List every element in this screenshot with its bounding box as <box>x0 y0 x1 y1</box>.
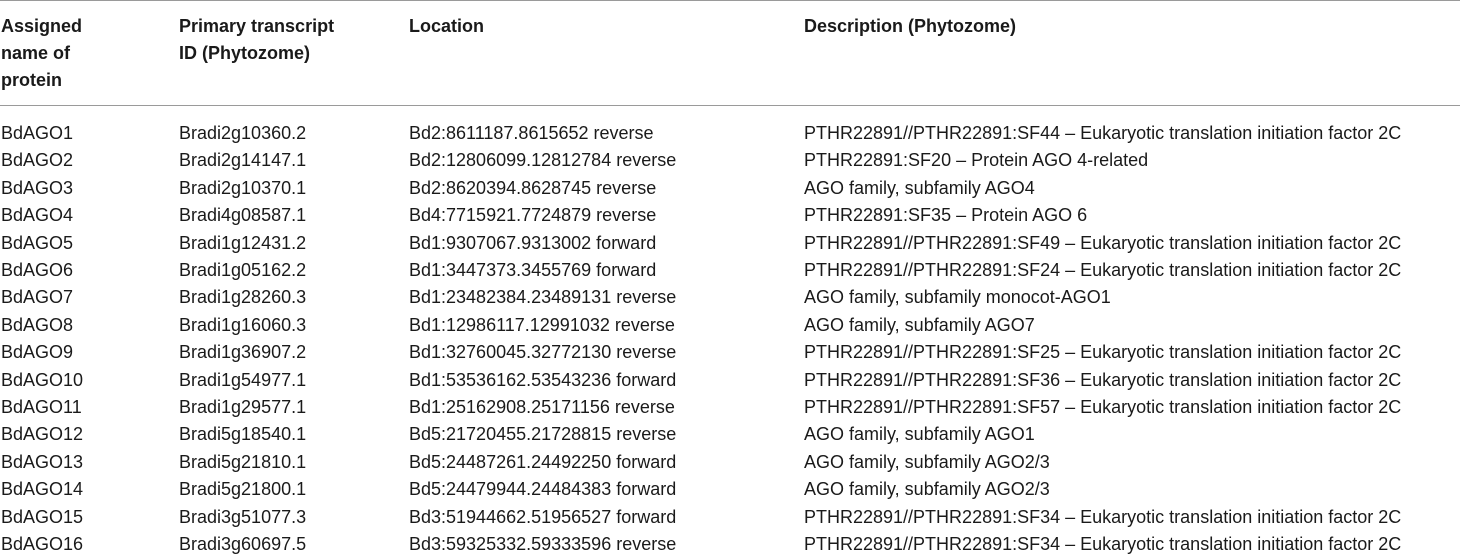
protein-name-cell: BdAGO12 <box>1 424 84 445</box>
protein-name-cell: BdAGO13 <box>1 451 84 472</box>
description-cell: PTHR22891//PTHR22891:SF36 – Eukaryotic translation initiation factor 2C <box>804 369 1402 390</box>
description-cell: AGO family, subfamily AGO4 <box>804 177 1035 198</box>
description-cell: PTHR22891//PTHR22891:SF49 – Eukaryotic translation initiation factor 2C <box>804 232 1402 253</box>
table-row <box>0 175 1460 202</box>
header-location: Location <box>409 16 484 36</box>
location-cell: Bd5:24479944.24484383 forward <box>409 479 677 500</box>
location-cell: Bd2:8611187.8615652 reverse <box>409 123 654 143</box>
location-cell: Bd1:53536162.53543236 forward <box>409 369 677 390</box>
protein-name-cell: BdAGO16 <box>1 534 84 555</box>
transcript-id-cell: Bradi1g29577.1 <box>179 397 307 418</box>
table-row <box>0 367 1460 394</box>
table-body <box>0 106 1460 559</box>
table-row <box>0 312 1460 339</box>
transcript-id-cell: Bradi5g21800.1 <box>179 479 307 500</box>
transcript-id-cell: Bradi1g16060.3 <box>179 314 307 335</box>
header-assigned-name: Assigned name of protein <box>1 16 83 90</box>
location-cell: Bd1:3447373.3455769 forward <box>409 260 657 281</box>
description-cell: AGO family, subfamily monocot-AGO1 <box>804 287 1111 308</box>
description-cell: AGO family, subfamily AGO1 <box>804 424 1035 445</box>
table-row <box>0 504 1460 531</box>
description-cell: PTHR22891//PTHR22891:SF57 – Eukaryotic translation initiation factor 2C <box>804 397 1402 418</box>
description-cell: PTHR22891//PTHR22891:SF34 – Eukaryotic translation initiation factor 2C <box>804 534 1402 555</box>
location-cell: Bd2:12806099.12812784 reverse <box>409 150 677 171</box>
table-row <box>0 476 1460 503</box>
description-cell: PTHR22891:SF35 – Protein AGO 6 <box>804 205 1088 226</box>
location-cell: Bd1:25162908.25171156 reverse <box>409 397 675 418</box>
table-row <box>0 449 1460 476</box>
description-cell: PTHR22891//PTHR22891:SF25 – Eukaryotic translation initiation factor 2C <box>804 342 1402 363</box>
location-cell: Bd3:51944662.51956527 forward <box>409 506 677 527</box>
protein-name-cell: BdAGO14 <box>1 479 84 500</box>
transcript-id-cell: Bradi1g54977.1 <box>179 369 307 390</box>
header-transcript-id: Primary transcript ID (Phytozome) <box>179 16 335 63</box>
protein-name-cell: BdAGO11 <box>1 397 82 418</box>
transcript-id-cell: Bradi5g18540.1 <box>179 424 307 445</box>
description-cell: PTHR22891:SF20 – Protein AGO 4-related <box>804 150 1149 171</box>
description-cell: PTHR22891//PTHR22891:SF34 – Eukaryotic translation initiation factor 2C <box>804 506 1402 527</box>
protein-name-cell: BdAGO1 <box>1 123 74 143</box>
table-row <box>0 531 1460 558</box>
protein-name-cell: BdAGO9 <box>1 342 74 363</box>
transcript-id-cell: Bradi5g21810.1 <box>179 451 307 472</box>
transcript-id-cell: Bradi3g60697.5 <box>179 534 307 555</box>
table-row <box>0 339 1460 366</box>
protein-name-cell: BdAGO3 <box>1 177 74 198</box>
transcript-id-cell: Bradi2g10370.1 <box>179 177 307 198</box>
header-description: Description (Phytozome) <box>804 16 1017 36</box>
table-row <box>0 106 1460 148</box>
header-row <box>0 1 1460 106</box>
table-header <box>0 1 1460 106</box>
table-row <box>0 230 1460 257</box>
location-cell: Bd3:59325332.59333596 reverse <box>409 534 677 555</box>
table-row <box>0 421 1460 448</box>
protein-name-cell: BdAGO8 <box>1 314 74 335</box>
protein-name-cell: BdAGO2 <box>1 150 74 171</box>
protein-name-cell: BdAGO10 <box>1 369 84 390</box>
protein-name-cell: BdAGO5 <box>1 232 74 253</box>
transcript-id-cell: Bradi1g12431.2 <box>179 232 307 253</box>
location-cell: Bd2:8620394.8628745 reverse <box>409 177 657 198</box>
location-cell: Bd1:9307067.9313002 forward <box>409 232 657 253</box>
table-row <box>0 284 1460 311</box>
description-cell: AGO family, subfamily AGO2/3 <box>804 451 1050 472</box>
transcript-id-cell: Bradi4g08587.1 <box>179 205 307 226</box>
location-cell: Bd1:12986117.12991032 reverse <box>409 314 675 335</box>
description-cell: AGO family, subfamily AGO2/3 <box>804 479 1050 500</box>
protein-name-cell: BdAGO7 <box>1 287 74 308</box>
table-row <box>0 202 1460 229</box>
transcript-id-cell: Bradi2g14147.1 <box>179 150 307 171</box>
location-cell: Bd4:7715921.7724879 reverse <box>409 205 657 226</box>
location-cell: Bd1:32760045.32772130 reverse <box>409 342 677 363</box>
protein-name-cell: BdAGO4 <box>1 205 74 226</box>
location-cell: Bd5:21720455.21728815 reverse <box>409 424 677 445</box>
transcript-id-cell: Bradi2g10360.2 <box>179 123 307 143</box>
location-cell: Bd1:23482384.23489131 reverse <box>409 287 677 308</box>
protein-name-cell: BdAGO15 <box>1 506 84 527</box>
description-cell: PTHR22891//PTHR22891:SF44 – Eukaryotic translation initiation factor 2C <box>804 123 1402 143</box>
table-row <box>0 147 1460 174</box>
description-cell: AGO family, subfamily AGO7 <box>804 314 1035 335</box>
table-row <box>0 257 1460 284</box>
description-cell: PTHR22891//PTHR22891:SF24 – Eukaryotic translation initiation factor 2C <box>804 260 1402 281</box>
transcript-id-cell: Bradi1g28260.3 <box>179 287 307 308</box>
protein-name-cell: BdAGO6 <box>1 260 74 281</box>
transcript-id-cell: Bradi1g05162.2 <box>179 260 307 281</box>
location-cell: Bd5:24487261.24492250 forward <box>409 451 677 472</box>
transcript-id-cell: Bradi1g36907.2 <box>179 342 307 363</box>
table-row <box>0 394 1460 421</box>
transcript-id-cell: Bradi3g51077.3 <box>179 506 307 527</box>
